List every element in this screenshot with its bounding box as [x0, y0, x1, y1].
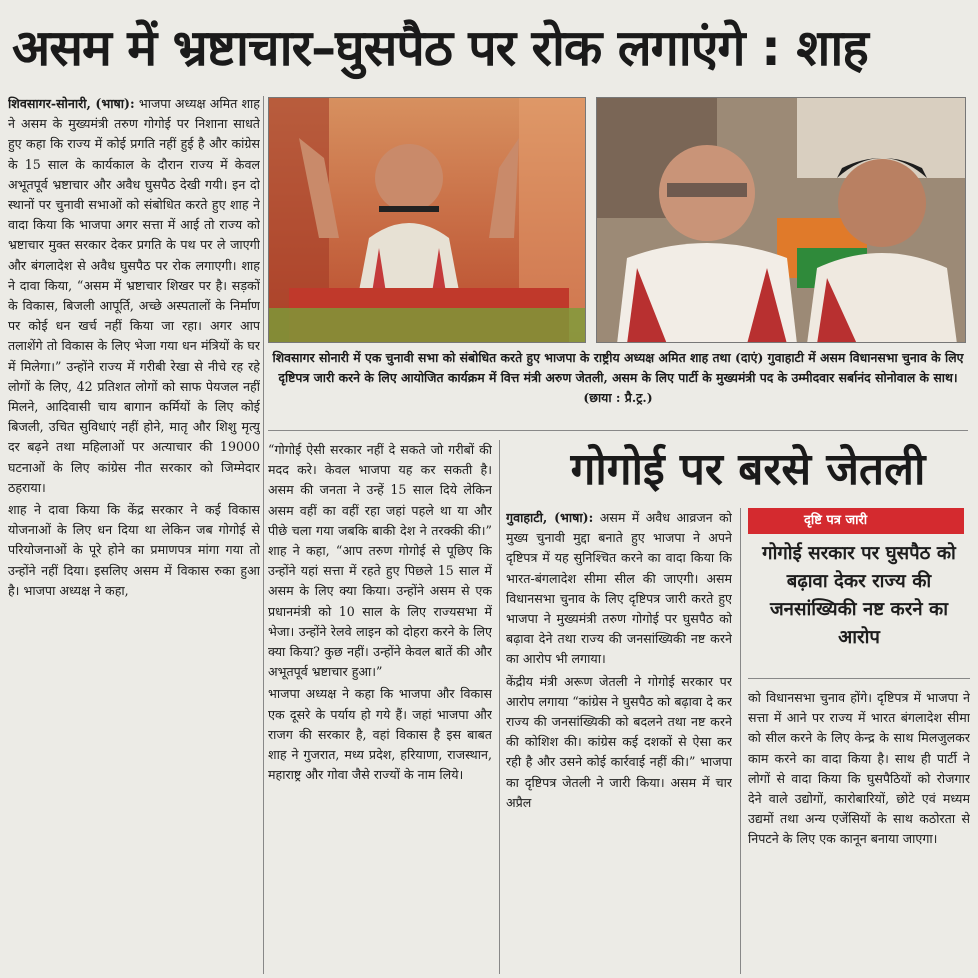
story2-tag: दृष्टि पत्र जारी — [748, 508, 964, 534]
story2-paragraph-1 — [506, 508, 732, 670]
story2-paragraph-2: केंद्रीय मंत्री अरूण जेतली ने गोगोई सरकार पर आरोप लगाया “कांग्रेस ने घुसपैठ को बढ़ावा दे कर राज्य की जनसांख्यिकी को बदलने तथा नष्ट करने की कोशिश की। कांग्रेस कई दशकों से ऐसा कर रही है और उसने कोई कार्रवाई नहीं की।” भाजपा का दृष्टिपत्र जेतली ने जारी किया। असम में चार अप्रैल — [506, 673, 732, 810]
story1-col2-paragraph-1: “गोगोई ऐसी सरकार नहीं दे सकते जो गरीबों की मदद करे। केवल भाजपा यह कर सकती है। असम की जनता ने उन्हें 15 साल दिये लेकिन असम वहीं का वहीं रहा जहां पहले था या और पीछे चला गया जबकि बाकी देश ने तरक्की की।” शाह ने कहा, “आप तरुण गोगोई से पूछिए कि उन्होंने यहां सत्ता में रहते हुए पिछले 15 साल में असम के लिए क्या किया। उन्होंने असम से एक प्रधानमंत्री को 10 साल के लिए राज्यसभा में भेजा। उन्होंने रेलवे लाइन को दोहरा करने के लिए क्या किया? कुछ नहीं। उन्होंने केवल बातें की और अभूतपूर्व भ्रष्टाचार हुआ।” — [268, 442, 492, 680]
divider-col3-col4 — [740, 508, 741, 974]
divider-col2-col3 — [499, 440, 500, 974]
story2-headline: गोगोई पर बरसे जेतली — [570, 444, 926, 495]
divider-under-kicker — [748, 678, 970, 679]
story1-paragraph-1 — [8, 94, 260, 498]
story2-kicker: गोगोई सरकार पर घुसपैठ को बढ़ावा देकर राज्य की जनसांख्यिकी नष्ट करने का आरोप — [762, 543, 956, 648]
story1-column-2 — [268, 440, 492, 974]
story1-column-1 — [8, 94, 260, 974]
amit-shah-rally-photo — [268, 97, 586, 343]
story1-text-1: भाजपा अध्यक्ष अमित शाह ने असम के मुख्यमंत्री तरुण गोगोई पर निशाना साधते हुए कहा कि राज्य में कोई प्रगति नहीं हुई है और कांग्रेस के 15 साल के कार्यकाल के दौरान राज्य में केवल अभूतपूर्व भ्रष्टाचार और अवैध घुसपैठ देखी गयी। इन दो स्थानों पर चुनावी सभाओं को संबोधित करते हुए शाह ने वादा किया कि भाजपा अगर सत्ता में आई तो राज्य को भ्रष्टाचार मुक्त सरकार देकर प्रगति के पथ पर ले जाएगी और बंगलादेश से अवैध घुसपैठ पर रोक लगाएगी। शाह ने दावा किया, “असम में भ्रष्टाचार शिखर पर है। सड़कों के विकास, बिजली आपूर्ति, अच्छे अस्पतालों के निर्माण पर कोई धन खर्च नहीं किया जा रहा। अगर आप तलाशेंगे तो विकास के लिए भेजा गया धन मंत्रियों के घर में मिलेगा।” उन्होंने राज्य में गरीबी रेखा से नीचे रह रहे लोगों के लिए, 42 प्रतिशत लोगों को साफ पेयजल नहीं मिलने, आदिवासी चाय बागान कर्मियों के लिए कोई बिजली, उचित सुविधाएं नहीं होने, मातृ और शिशु मृत्यु दर बढ़ने तथा महिलाओं पर अत्याचार की 19000 घटनाओं के लिए कांग्रेस नीत सरकार को जिम्मेदार ठहराया। — [8, 96, 260, 495]
story2-column-1 — [506, 508, 732, 974]
main-headline: असम में भ्रष्टाचार–घुसपैठ पर रोक लगाएंगे : शाह — [12, 19, 868, 77]
story1-col2-paragraph-2: भाजपा अध्यक्ष ने कहा कि भाजपा और विकास एक दूसरे के पर्याय हो गये हैं। जहां भाजपा और राजग की सरकार है, वहां विकास है इस बाबत शाह ने गुजरात, मध्य प्रदेश, हरियाणा, राजस्थान, महाराष्ट्र और गोवा जैसे राज्यों के नाम लिये। — [268, 686, 492, 783]
story2-col2-paragraph: को विधानसभा चुनाव होंगे। दृष्टिपत्र में भाजपा ने सत्ता में आने पर राज्य में भारत बंगलादेश सीमा को सील करने के लिए केन्द्र के साथ मिलजुलकर काम करने का वादा किया है। साथ ही पार्टी ने लोगों से वादा किया कि घुसपैठियों को रोजगार देने वाले उद्योगों, कारोबारियों, छोटे एवं मध्यम उद्यमों तथा अन्य एजेंसियों के साथ कठोरता से निपटने के लिए एक कानून बनाया जाएगा। — [748, 690, 970, 847]
story2-dateline: गुवाहाटी, (भाषा): — [506, 510, 594, 525]
divider-col1-col2 — [263, 96, 264, 974]
story1-dateline: शिवसागर-सोनारी, (भाषा): — [8, 96, 135, 111]
story2-text-1: असम में अवैध आव्रजन को मुख्य चुनावी मुद्दा बनाते हुए भाजपा ने अपने दृष्टिपत्र में यह सुनिश्चित करने का वादा किया कि भारत-बंगलादेश सीमा सील की जाएगी। असम विधानसभा चुनाव के लिए दृष्टिपत्र जारी करते हुए भाजपा ने मुख्यमंत्री तरुण गोगोई पर घुसपैठ को बढ़ावा देने तथा राज्य की जनसांख्यिकी नष्ट करने का आरोप भी लगाया। — [506, 510, 732, 667]
photo-caption: शिवसागर सोनारी में एक चुनावी सभा को संबोधित करते हुए भाजपा के राष्ट्रीय अध्यक्ष अमित शाह तथा (दाएं) गुवाहाटी में असम विधानसभा चुनाव के लिए दृष्टिपत्र जारी करने के लिए आयोजित कार्यक्रम में वित्त मंत्री अरुण जेतली, असम के लिए पार्टी के मुख्यमंत्री पद के उम्मीदवार सर्बानंद सोनोवाल के साथ। (छाया : प्रै.ट्र.) — [272, 350, 964, 405]
release-event-photo-illustration — [597, 98, 966, 343]
story1-paragraph-2: शाह ने दावा किया कि केंद्र सरकार ने कई विकास योजनाओं के लिए धन दिया था लेकिन जब गोगोई से परियोजनाओं के पूरे होने का प्रमाणपत्र मांगा गया तो उन्होंने नहीं दिया। इसलिए असम में विकास रुका हुआ है। भाजपा अध्यक्ष ने कहा, — [8, 502, 260, 598]
story2-column-2 — [748, 688, 970, 974]
rally-photo-illustration — [269, 98, 586, 343]
jaitley-sonowal-photo — [596, 97, 966, 343]
divider-under-caption — [268, 430, 968, 431]
